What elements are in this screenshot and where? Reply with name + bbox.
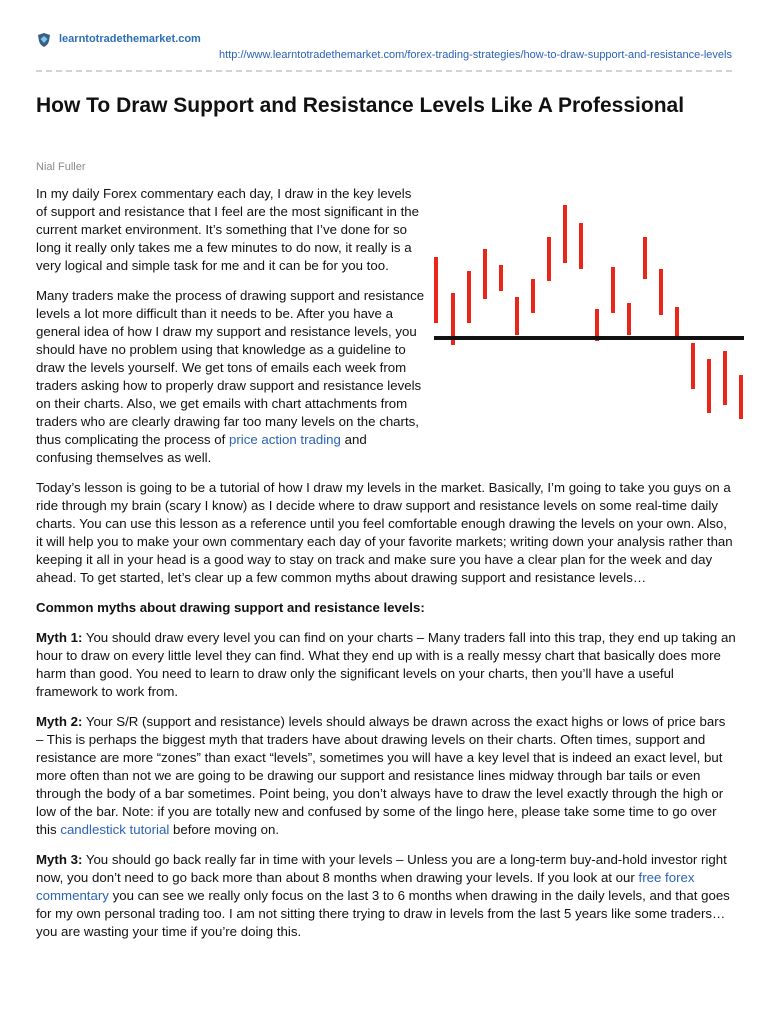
price-action-trading-link[interactable]: price action trading — [228, 432, 341, 447]
article-body — [36, 185, 736, 953]
price-bar — [579, 223, 583, 269]
myth-3-label: Myth 3: — [36, 852, 83, 867]
myth-2-text: Your S/R (support and resistance) levels should always be drawn across the exact highs or lows of price bars – This is perhaps the biggest myth that traders have about drawing levels on their charts. Often times, support and resistance are more “zones” than exact “levels”, sometimes you will have a key level that is indeed an exact level, but more often than not we are going to be drawing our support and resistance lines midway through bar tails or even through the body of a bar sometimes. Point being, you don’t always have to draw the level exactly through the high or low of the bar. Note: if you are totally new and confused by some of the lingo here, please take some time to go over this — [36, 714, 726, 837]
site-logo-icon — [36, 32, 52, 48]
myth-2-paragraph — [36, 713, 736, 839]
price-bar — [483, 249, 487, 299]
myth-3-paragraph — [36, 851, 736, 941]
price-bar — [675, 307, 679, 337]
price-bar — [611, 267, 615, 313]
myths-heading-text: Common myths about drawing support and resistance levels: — [36, 600, 425, 615]
candlestick-tutorial-link[interactable]: candlestick tutorial — [60, 822, 170, 837]
price-bar — [739, 375, 743, 419]
header-divider — [36, 70, 732, 72]
page-url-link[interactable]: http://www.learntotradethemarket.com/forex-trading-strategies/how-to-draw-support-and-resistance-levels — [219, 49, 732, 61]
price-bar — [547, 237, 551, 281]
article-author: Nial Fuller — [36, 161, 86, 173]
price-bar — [563, 205, 567, 263]
price-bar — [515, 297, 519, 335]
myth-2-label: Myth 2: — [36, 714, 83, 729]
price-bar — [467, 271, 471, 323]
price-bar — [434, 257, 438, 323]
free-forex-commentary-link[interactable]: free forex commentary — [36, 870, 695, 903]
price-bar — [643, 237, 647, 279]
price-bar — [627, 303, 631, 335]
myth-1-paragraph — [36, 629, 736, 701]
myth-1-text: You should draw every level you can find on your charts – Many traders fall into this trap, they end up taking an hour to draw on every little level they can find. What they end up with is a really messy chart that basically does more harm than good. You need to learn to draw only the significant levels on your charts, then you’ll have a useful framework to work from. — [36, 630, 736, 699]
myths-heading — [36, 599, 736, 617]
price-bar — [659, 269, 663, 315]
support-line-illustration — [432, 185, 744, 430]
paragraph-lesson: Today’s lesson is going to be a tutorial of how I draw my levels in the market. Basically, I’m going to take you guys on a ride through my brain (scary I know) as I decide where to draw support and resistance levels on some real-time daily charts. You can use this lesson as a reference until you feel comfortable enough drawing the levels on your own. Also, it will help you to make your own commentary each day of your favorite markets; writing down your analysis rather than keeping it all in your head is a good way to stay on track and make sure you have a clear plan for the week and day ahead. To get started, let’s clear up a few common myths about drawing support and resistance levels… — [36, 480, 733, 585]
paragraph-intro: In my daily Forex commentary each day, I draw in the key levels of support and resistance that I feel are the most significant in the current market environment. It’s something that I’ve done for so long it really only takes me a few minutes to do now, it really is a very logical and simple task for me and it can be for you too. — [36, 186, 419, 273]
page-header — [36, 32, 732, 74]
myth-2-text-end: before moving on. — [169, 822, 280, 837]
paragraph-text: Many traders make the process of drawing support and resistance levels a lot more difficult than it needs to be. After you have a general idea of how I draw my support and resistance levels, you should have no problem using that knowledge as a guideline to draw the levels yourself. We get tons of emails each week from traders asking how to properly draw support and resistance levels on their charts. Also, we get emails with chart attachments from traders who are clearly drawing far too many levels on the charts, thus complicating the process of — [36, 288, 425, 447]
myth-3-text: You should go back really far in time with your levels – Unless you are a long-term buy-and-hold investor right now, you don’t need to go back more than about 8 months when drawing your levels. If you look at our — [36, 852, 727, 885]
site-name[interactable]: learntotradethemarket.com — [59, 33, 201, 45]
price-bar — [707, 359, 711, 413]
myth-3-text-end: you can see we really only focus on the last 3 to 6 months when drawing in the daily levels, and that goes for my own personal trading too. I am not sitting there trying to draw in levels from the last 5 years like some traders…you are wasting your time if you’re doing this. — [36, 888, 730, 939]
paragraph-text: and confusing themselves as well. — [36, 432, 367, 465]
price-bar — [499, 265, 503, 291]
price-bar — [723, 351, 727, 405]
myth-1-label: Myth 1: — [36, 630, 83, 645]
price-bar — [691, 343, 695, 389]
article-title: How To Draw Support and Resistance Levels Like A Professional — [36, 94, 685, 117]
price-bar — [531, 279, 535, 313]
